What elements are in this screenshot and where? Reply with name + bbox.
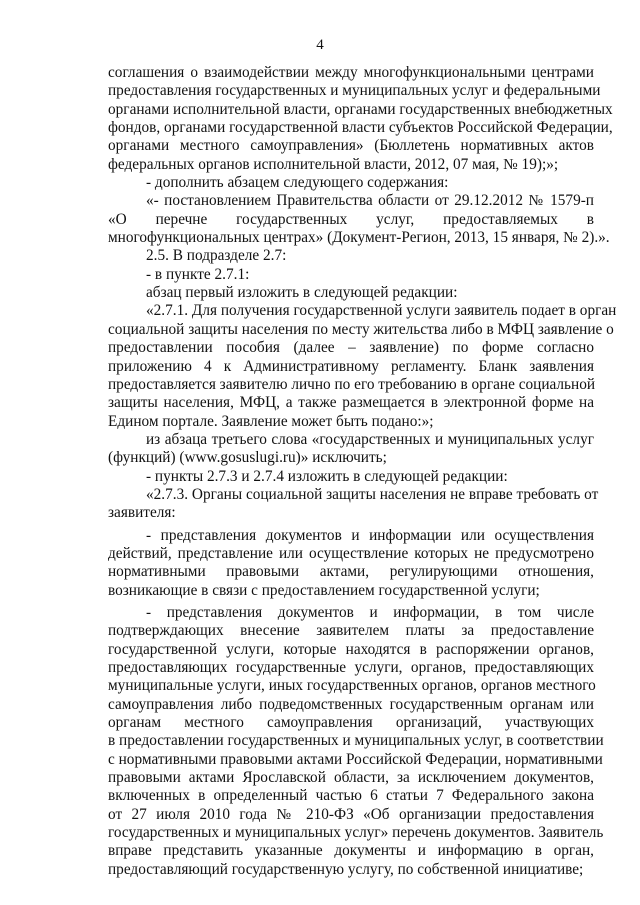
- text-line: - дополнить абзацем следующего содержания:: [146, 174, 449, 192]
- text-line: 2.5. В подразделе 2.7:: [146, 247, 287, 265]
- text-line: включенных в определенный частью 6 статьи 7 Федерального закона: [108, 787, 594, 805]
- text-line: «2.7.3. Органы социальной защиты населения не вправе требовать от: [146, 485, 599, 503]
- text-line: - представления документов и информации или осуществления: [146, 526, 594, 544]
- text-line: подтверждающих внесение заявителем платы за предоставление: [108, 622, 594, 640]
- text-line: заявителя:: [108, 504, 176, 522]
- text-line: «О перечне государственных услуг, предоставляемых в: [108, 210, 594, 228]
- text-line: органами местного самоуправления» (Бюллетень нормативных актов: [108, 137, 594, 155]
- text-line: государственной услуги, которые находятся в распоряжении органов,: [108, 640, 594, 658]
- text-line: самоуправления либо подведомственных государственным органам или: [108, 695, 594, 713]
- text-line: предоставляющий государственную услугу, по собственной инициативе;: [108, 860, 584, 878]
- text-line: «2.7.1. Для получения государственной услуги заявитель подает в орган: [146, 302, 617, 320]
- text-line: предоставляющих государственные услуги, органов, предоставляющих: [108, 659, 594, 676]
- text-line: правовыми актами Ярославской области, за исключением документов,: [108, 769, 594, 787]
- text-line: вправе представить указанные документы и информацию в орган,: [108, 842, 594, 860]
- text-line: соглашения о взаимодействии между многофункциональными центрами: [108, 64, 594, 81]
- text-line: возникающие в связи с предоставлением государственной услуги;: [108, 581, 540, 599]
- text-line: предоставлении пособия (далее – заявление) по форме согласно: [108, 339, 594, 357]
- text-line: муниципальные услуги, иных государственных органов, органов местного: [108, 677, 596, 695]
- text-line: - в пункте 2.7.1:: [146, 265, 250, 283]
- page-number: 4: [316, 37, 324, 53]
- text-line: органам местного самоуправления организаций, участвующих: [108, 714, 594, 732]
- text-line: социальной защиты населения по месту жительства либо в МФЦ заявление о: [108, 320, 614, 338]
- text-line: нормативными правовыми актами, регулирующими отношения,: [108, 563, 594, 581]
- text-line: фондов, органами государственной власти субъектов Российской Федерации,: [108, 119, 613, 137]
- text-line: от 27 июля 2010 года № 210-ФЗ «Об организации предоставления: [108, 805, 594, 823]
- text-line: - представления документов и информации, в том числе: [146, 603, 594, 621]
- text-line: федеральных органов исполнительной власти, 2012, 07 мая, № 19);»;: [108, 155, 559, 173]
- text-line: многофункциональных центрах» (Документ-Регион, 2013, 15 января, № 2).».: [108, 229, 610, 247]
- text-line: - пункты 2.7.3 и 2.7.4 изложить в следующей редакции:: [146, 467, 508, 485]
- text-line: Едином портале. Заявление может быть подано:»;: [108, 412, 434, 430]
- document-body: [108, 64, 617, 879]
- text-line: защиты населения, МФЦ, а также размещается в электронной форме на: [108, 394, 594, 412]
- text-line: приложению 4 к Административному регламенту. Бланк заявления: [108, 357, 594, 375]
- text-line: органами исполнительной власти, органами государственных внебюджетных: [108, 100, 613, 118]
- text-line: в предоставлении государственных и муниципальных услуг, в соответствии: [108, 732, 604, 750]
- text-line: действий, представление или осуществление которых не предусмотрено: [108, 544, 594, 562]
- text-line: из абзаца третьего слова «государственных и муниципальных услуг: [146, 430, 594, 448]
- text-line: предоставления государственных и муниципальных услуг и федеральными: [108, 82, 601, 100]
- text-line: «- постановлением Правительства области от 29.12.2012 № 1579-п: [146, 192, 594, 210]
- text-line: (функций) (www.gosuslugi.ru)» исключить;: [108, 449, 387, 467]
- text-line: с нормативными правовыми актами Российской Федерации, нормативными: [108, 750, 603, 768]
- text-line: абзац первый изложить в следующей редакции:: [146, 284, 458, 302]
- text-line: предоставляется заявителю лично по его требованию в органе социальной: [108, 375, 596, 393]
- text-line: государственных и муниципальных услуг» перечень документов. Заявитель: [108, 824, 604, 842]
